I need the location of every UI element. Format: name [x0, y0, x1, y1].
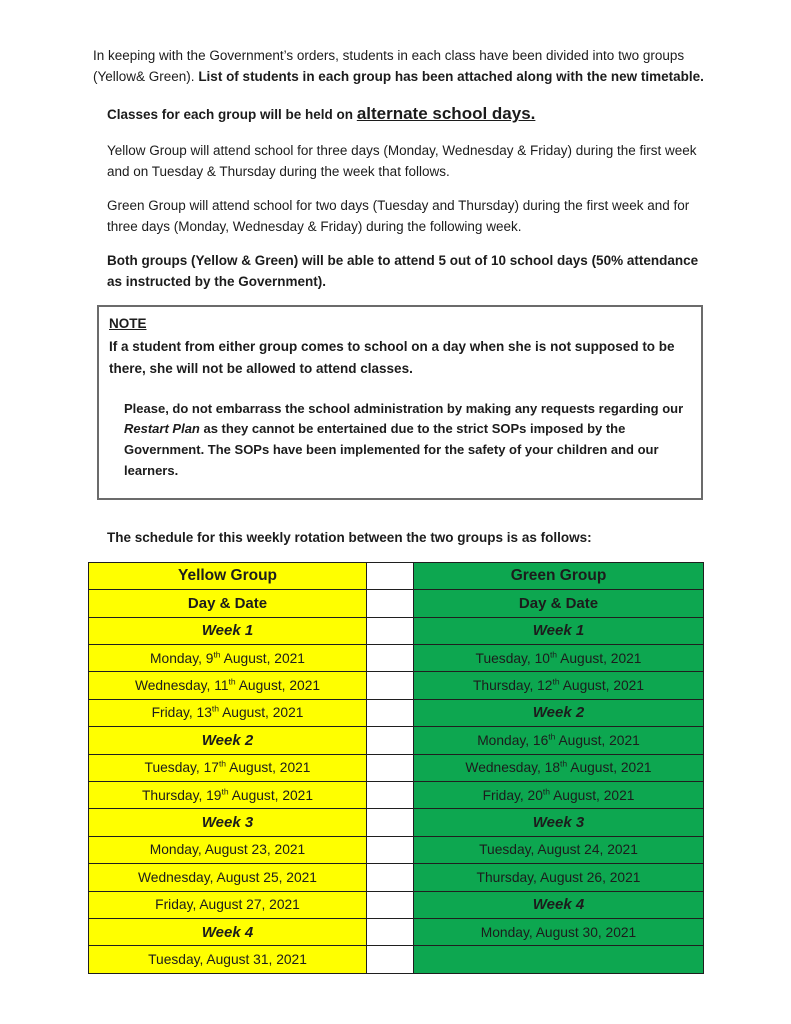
schedule-table-body: [89, 562, 704, 973]
green-group-paragraph: Green Group will attend school for two days (Tuesday and Thursday) during the first week and for three days (Monday, Wednesday & Friday) during the following week.: [107, 197, 690, 234]
cell-text: August, 2021: [550, 787, 635, 803]
alternate-days-emphasis: alternate school days.: [356, 104, 536, 124]
schedule-table-row: [89, 781, 704, 808]
schedule-cell-yellow: [89, 617, 367, 644]
ordinal-suffix: th: [548, 731, 556, 742]
schedule-cell-green: [414, 918, 704, 945]
ordinal-suffix: th: [221, 786, 229, 797]
schedule-table-row: [89, 836, 704, 863]
note-warning: [124, 399, 685, 482]
schedule-cell-green: [414, 864, 704, 891]
schedule-cell-yellow: [89, 672, 367, 699]
schedule-table-row: [89, 562, 704, 589]
cell-text: August, 2021: [557, 650, 642, 666]
schedule-table-row: [89, 864, 704, 891]
schedule-intro-line: The schedule for this weekly rotation between the two groups is as follows:: [107, 529, 592, 545]
schedule-cell-yellow: [89, 754, 367, 781]
schedule-cell-green: [414, 562, 704, 589]
cell-text: Week 3: [201, 814, 254, 832]
cell-text: Yellow Group: [177, 567, 278, 585]
note-title: NOTE: [109, 315, 147, 331]
note-warning-pre: Please, do not embarrass the school administration by making any requests regarding our: [124, 400, 684, 416]
cell-text: Friday, 13: [151, 705, 212, 721]
schedule-cell-green: [414, 617, 704, 644]
cell-text: Tuesday, 10: [475, 650, 550, 666]
schedule-cell-yellow: [89, 918, 367, 945]
schedule-cell-green: [414, 809, 704, 836]
cell-text: August, 2021: [226, 760, 311, 776]
note-box: [97, 305, 703, 500]
ordinal-suffix: th: [552, 676, 560, 687]
schedule-gap-cell: [367, 727, 414, 754]
cell-text: Tuesday, August 24, 2021: [479, 842, 638, 858]
schedule-table-row: [89, 918, 704, 945]
cell-text: August, 2021: [559, 678, 645, 694]
cell-text: Thursday, August 26, 2021: [476, 869, 641, 885]
schedule-gap-cell: [367, 699, 414, 726]
classes-line-lead: Classes for each group will be held on: [107, 107, 357, 123]
cell-text: Week 1: [201, 622, 254, 640]
schedule-table: [88, 562, 704, 974]
cell-text: August, 2021: [220, 650, 305, 666]
schedule-gap-cell: [367, 836, 414, 863]
ordinal-suffix: th: [560, 758, 568, 769]
cell-text: Week 4: [532, 896, 585, 914]
schedule-cell-green: [414, 645, 704, 672]
schedule-table-row: [89, 809, 704, 836]
schedule-table-row: [89, 891, 704, 918]
schedule-cell-green: [414, 727, 704, 754]
cell-text: Monday, 9: [150, 650, 214, 666]
schedule-cell-yellow: [89, 727, 367, 754]
intro-paragraph: [93, 45, 705, 87]
schedule-cell-green: [414, 590, 704, 617]
schedule-cell-green: [414, 836, 704, 863]
both-groups-paragraph: Both groups (Yellow & Green) will be able to attend 5 out of 10 school days (50% attendance as instructed by the Government).: [107, 252, 699, 289]
schedule-gap-cell: [367, 645, 414, 672]
cell-text: August, 2021: [555, 732, 640, 748]
schedule-table-row: [89, 946, 704, 973]
ordinal-suffix: th: [542, 786, 551, 797]
cell-text: Green Group: [510, 567, 607, 585]
cell-text: August, 2021: [235, 678, 321, 694]
cell-text: August, 2021: [567, 760, 652, 776]
intro-text-normal: In keeping with the Government’s orders, students in each class have been divided into two groups (Yellow& Green).: [93, 48, 685, 85]
schedule-table-row: [89, 645, 704, 672]
schedule-cell-yellow: [89, 836, 367, 863]
schedule-cell-yellow: [89, 864, 367, 891]
schedule-gap-cell: [367, 891, 414, 918]
note-body: If a student from either group comes to school on a day when she is not supposed to be there, she will not be allowed to attend classes.: [109, 338, 675, 376]
cell-text: Week 3: [532, 814, 585, 832]
cell-text: Week 2: [201, 731, 254, 749]
cell-text: Thursday, 19: [141, 787, 222, 803]
schedule-gap-cell: [367, 809, 414, 836]
cell-text: Week 4: [201, 923, 254, 941]
cell-text: August, 2021: [219, 705, 304, 721]
schedule-gap-cell: [367, 562, 414, 589]
schedule-table-row: [89, 699, 704, 726]
schedule-table-row: [89, 727, 704, 754]
schedule-cell-yellow: [89, 891, 367, 918]
schedule-gap-cell: [367, 918, 414, 945]
classes-line: [107, 101, 705, 128]
schedule-gap-cell: [367, 864, 414, 891]
ordinal-suffix: th: [211, 703, 220, 714]
schedule-gap-cell: [367, 946, 414, 973]
note-warning-post: as they cannot be entertained due to the strict SOPs imposed by the Government. The SOPs have been implemented for the safety of your children and our learners.: [124, 421, 659, 478]
schedule-cell-green: [414, 754, 704, 781]
cell-text: Friday, August 27, 2021: [155, 897, 300, 913]
schedule-gap-cell: [367, 781, 414, 808]
schedule-gap-cell: [367, 754, 414, 781]
cell-text: Friday, 20: [482, 787, 543, 803]
cell-text: Tuesday, August 31, 2021: [148, 952, 307, 967]
cell-text: Monday, August 23, 2021: [149, 842, 306, 858]
schedule-cell-yellow: [89, 590, 367, 617]
schedule-cell-green: [414, 946, 704, 973]
schedule-table-row: [89, 590, 704, 617]
schedule-cell-green: [414, 781, 704, 808]
schedule-table-row: [89, 754, 704, 781]
cell-text: Week 1: [532, 622, 585, 640]
cell-text: Day & Date: [187, 594, 268, 612]
schedule-gap-cell: [367, 617, 414, 644]
schedule-cell-yellow: [89, 645, 367, 672]
intro-text-bold: List of students in each group has been attached along with the new timetable.: [198, 69, 704, 85]
schedule-cell-yellow: [89, 781, 367, 808]
cell-text: Wednesday, August 25, 2021: [138, 869, 317, 885]
cell-text: Day & Date: [518, 594, 599, 612]
schedule-gap-cell: [367, 672, 414, 699]
cell-text: Monday, 16: [477, 732, 549, 748]
ordinal-suffix: th: [213, 649, 221, 660]
schedule-table-row: [89, 672, 704, 699]
ordinal-suffix: th: [228, 676, 236, 687]
yellow-group-paragraph: Yellow Group will attend school for three days (Monday, Wednesday & Friday) during the first week and on Tuesday & Thursday during the week that follows.: [107, 142, 697, 179]
cell-text: Wednesday, 18: [465, 760, 561, 776]
cell-text: Week 2: [532, 704, 585, 722]
ordinal-suffix: th: [218, 758, 227, 769]
schedule-cell-yellow: [89, 809, 367, 836]
cell-text: Monday, August 30, 2021: [480, 924, 637, 940]
cell-text: August, 2021: [228, 787, 314, 803]
note-warning-restart-plan: Restart Plan: [124, 421, 200, 437]
schedule-cell-green: [414, 891, 704, 918]
schedule-gap-cell: [367, 590, 414, 617]
cell-text: Wednesday, 11: [134, 678, 229, 694]
schedule-cell-green: [414, 672, 704, 699]
schedule-cell-yellow: [89, 699, 367, 726]
cell-text: Thursday, 12: [472, 678, 553, 694]
cell-text: Tuesday, 17: [144, 760, 219, 776]
ordinal-suffix: th: [549, 649, 558, 660]
schedule-table-row: [89, 617, 704, 644]
schedule-cell-yellow: [89, 562, 367, 589]
schedule-cell-yellow: [89, 946, 367, 973]
schedule-cell-green: [414, 699, 704, 726]
